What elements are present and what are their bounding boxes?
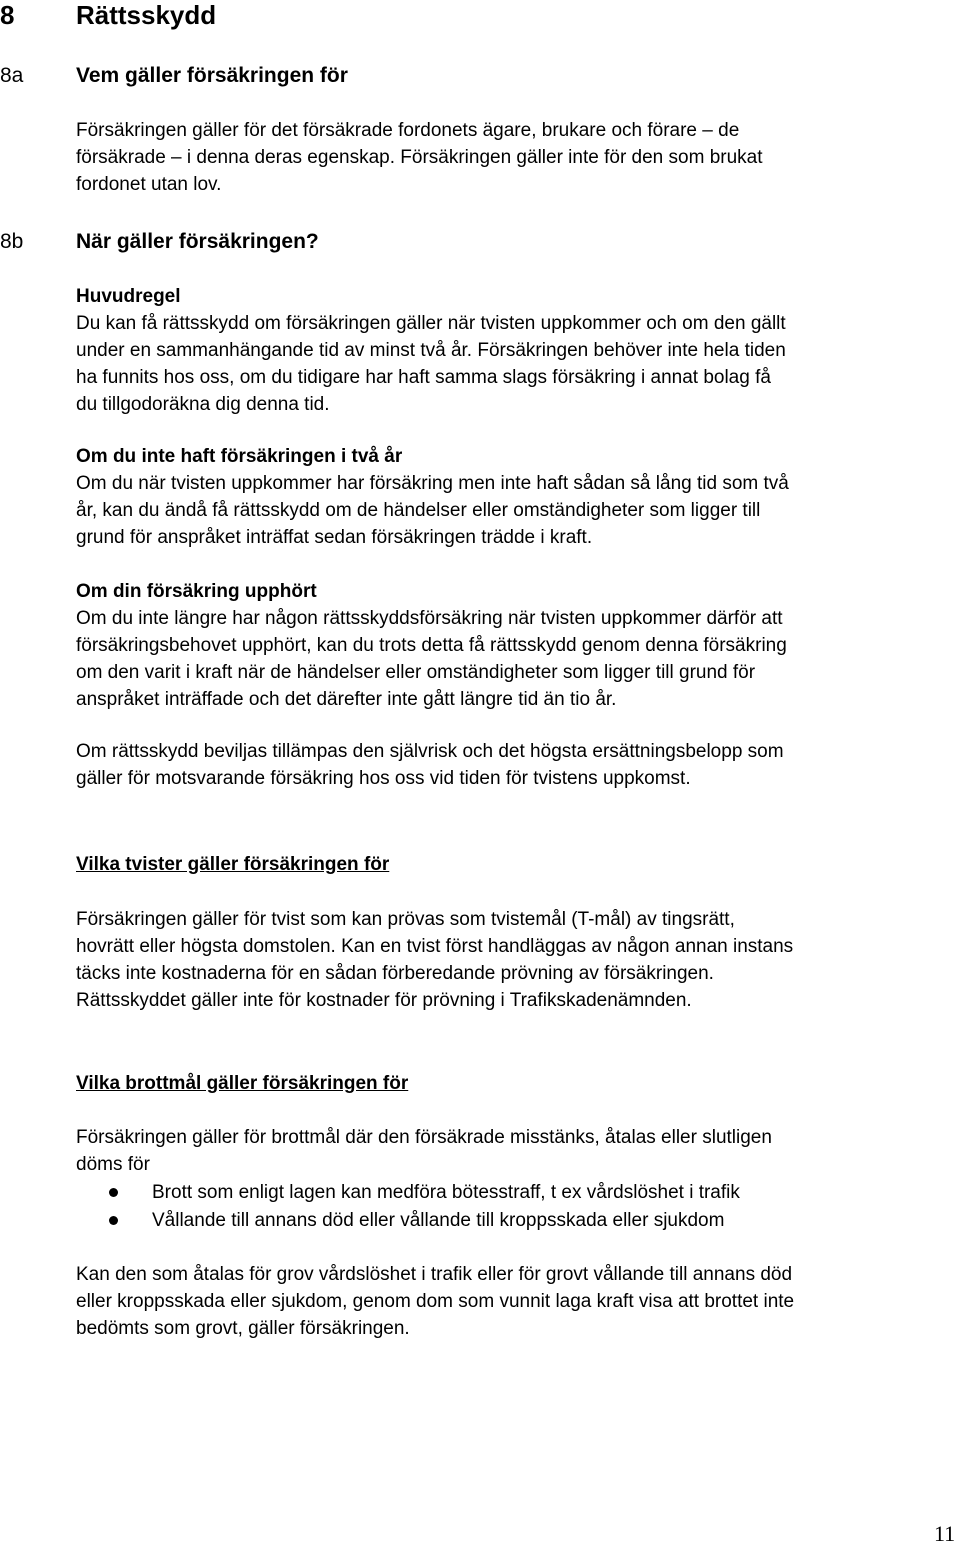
text-line: Du kan få rättsskydd om försäkringen gäller när tvisten uppkommer och om den gällt — [76, 313, 786, 334]
text-line: du tillgodoräkna dig denna tid. — [76, 394, 330, 415]
subsection-number-8b: 8b — [0, 230, 24, 253]
bullet-item: Vållande till annans död eller vållande till kroppsskada eller sjukdom — [152, 1210, 725, 1231]
text-line: fordonet utan lov. — [76, 174, 222, 195]
subsection-title-8a: Vem gäller försäkringen för — [76, 64, 348, 87]
heading-brottmal: Vilka brottmål gäller försäkringen för — [76, 1073, 409, 1094]
paragraph-brottmal — [76, 1124, 772, 1178]
subheading-upphort: Om din försäkring upphört — [76, 581, 317, 602]
text-line: Om du inte längre har någon rättsskyddsförsäkring när tvisten uppkommer därför att — [76, 608, 783, 629]
bullet-icon — [109, 1216, 118, 1225]
text-line: täcks inte kostnaderna för en sådan förberedande prövning av försäkringen. — [76, 963, 714, 984]
subheading-tva-ar: Om du inte haft försäkringen i två år — [76, 446, 403, 467]
text-line: anspråket inträffade och det därefter inte gått längre tid än tio år. — [76, 689, 617, 710]
page-number: 11 — [934, 1521, 956, 1546]
text-line: om den varit i kraft när de händelser eller omständigheter som ligger till grund för — [76, 662, 756, 683]
paragraph-upphort — [76, 578, 787, 713]
text-line: Om rättsskydd beviljas tillämpas den självrisk och det högsta ersättningsbelopp som — [76, 741, 784, 762]
subsection-number-8a: 8a — [0, 64, 24, 87]
text-line: ha funnits hos oss, om du tidigare har haft samma slags försäkring i annat bolag få — [76, 367, 771, 388]
paragraph-tva-ar — [76, 443, 789, 551]
text-line: hovrätt eller högsta domstolen. Kan en tvist först handläggas av någon annan instans — [76, 936, 794, 957]
section-number: 8 — [0, 0, 15, 30]
bullet-icon — [109, 1188, 118, 1197]
subheading-huvudregel: Huvudregel — [76, 286, 181, 307]
text-line: Rättsskyddet gäller inte för kostnader för prövning i Trafikskadenämnden. — [76, 990, 692, 1011]
text-line: under en sammanhängande tid av minst två år. Försäkringen behöver inte hela tiden — [76, 340, 786, 361]
text-line: döms för — [76, 1154, 150, 1175]
paragraph-tvister — [76, 906, 793, 1014]
paragraph-brottmal-closing — [76, 1261, 794, 1342]
text-line: år, kan du ändå få rättsskydd om de händelser eller omständigheter som ligger till — [76, 500, 761, 521]
text-line: gäller för motsvarande försäkring hos oss vid tiden för tvistens uppkomst. — [76, 768, 691, 789]
text-line: Försäkringen gäller för det försäkrade fordonets ägare, brukare och förare – de — [76, 120, 740, 141]
text-line: Om du när tvisten uppkommer har försäkring men inte haft sådan så lång tid som två — [76, 473, 789, 494]
paragraph-huvudregel — [76, 283, 786, 418]
text-line: Kan den som åtalas för grov vårdslöshet i trafik eller för grovt vållande till annans död — [76, 1264, 793, 1285]
heading-tvister: Vilka tvister gäller försäkringen för — [76, 854, 390, 875]
paragraph-sjalvrisk — [76, 738, 784, 792]
text-line: försäkringsbehovet upphört, kan du trots detta få rättsskydd genom denna försäkring — [76, 635, 787, 656]
section-title: Rättsskydd — [76, 0, 217, 30]
text-line: grund för anspråket inträffat sedan försäkringen trädde i kraft. — [76, 527, 593, 548]
text-line: Försäkringen gäller för tvist som kan prövas som tvistemål (T-mål) av tingsrätt, — [76, 909, 735, 930]
text-line: Försäkringen gäller för brottmål där den försäkrade misstänks, åtalas eller slutligen — [76, 1127, 772, 1148]
subsection-title-8b: När gäller försäkringen? — [76, 230, 319, 253]
paragraph-8a — [76, 117, 763, 198]
text-line: försäkrade – i denna deras egenskap. Försäkringen gäller inte för den som brukat — [76, 147, 763, 168]
bullet-item: Brott som enligt lagen kan medföra bötesstraff, t ex vårdslöshet i trafik — [152, 1182, 740, 1203]
text-line: bedömts som grovt, gäller försäkringen. — [76, 1318, 410, 1339]
text-line: eller kroppsskada eller sjukdom, genom dom som vunnit laga kraft visa att brottet inte — [76, 1291, 795, 1312]
